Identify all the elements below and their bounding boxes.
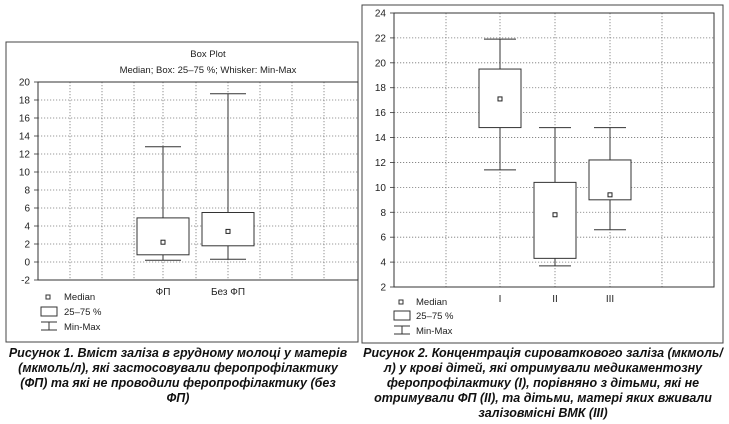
legend2-median-label: Median — [416, 297, 448, 308]
y-tick-label: 10 — [18, 167, 30, 179]
median-marker — [608, 193, 612, 197]
chart1-subtitle: Median; Box: 25–75 %; Whisker: Min-Max — [119, 65, 297, 76]
legend1-whisker-label: Min-Max — [64, 322, 101, 333]
y-tick-label: 16 — [18, 113, 30, 125]
figure2-caption: Рисунок 2. Концентрація сироваткового заліза (мкмоль/л) у крові дітей, які отримували медикаментозну феропрофілактику (I), порівняно з дітьми, які не отримували ФП (II), та дітьми, матері яких вживали залізовмісні ВМК (III) — [363, 346, 723, 420]
legend2-box-marker — [394, 311, 410, 320]
figure2-frame — [362, 5, 723, 343]
y-tick-label: 4 — [24, 221, 30, 233]
x-tick-label: III — [605, 294, 615, 305]
legend2-box-label: 25–75 % — [416, 311, 454, 322]
legend1-box-marker — [41, 307, 57, 316]
median-marker — [498, 97, 502, 101]
y-tick-label: 6 — [24, 203, 30, 215]
y-tick-label: 10 — [374, 182, 386, 194]
x-tick-label: I — [498, 294, 502, 305]
y-tick-label: 16 — [374, 108, 386, 120]
y-tick-label: -2 — [21, 275, 30, 287]
median-marker — [226, 229, 230, 233]
figure1-caption: Рисунок 1. Вміст заліза в грудному молоці у матерів (мкмоль/л), які застосовували феропрофілактику (ФП) та які не проводили феропрофілактику (без ФП) — [8, 346, 348, 405]
y-tick-label: 14 — [18, 131, 30, 143]
legend1-whisker-marker — [41, 322, 57, 330]
legend1-box-label: 25–75 % — [64, 307, 102, 318]
chart2-legend — [394, 297, 454, 337]
y-tick-label: 24 — [374, 8, 386, 20]
chart1-plot — [19, 78, 358, 299]
legend2-whisker-marker — [394, 326, 410, 334]
y-tick-label: 0 — [24, 257, 30, 269]
y-tick-label: 14 — [374, 133, 386, 145]
y-tick-label: 6 — [380, 232, 386, 244]
y-tick-label: 18 — [18, 95, 30, 107]
y-tick-label: 20 — [18, 77, 30, 89]
legend1-median-label: Median — [64, 292, 96, 303]
chart1-title: Box Plot — [190, 49, 226, 60]
y-tick-label: 22 — [374, 33, 386, 45]
y-tick-label: 2 — [380, 282, 386, 294]
plot-area — [38, 82, 358, 280]
x-tick-label: Без ФП — [210, 287, 246, 298]
y-tick-label: 8 — [24, 185, 30, 197]
chart2-plot — [375, 9, 714, 306]
box-iqr — [137, 218, 189, 255]
legend2-median-marker — [399, 300, 403, 304]
median-marker — [161, 240, 165, 244]
y-tick-label: 12 — [18, 149, 30, 161]
y-tick-label: 4 — [380, 257, 386, 269]
y-tick-label: 12 — [374, 157, 386, 169]
y-tick-label: 8 — [380, 207, 386, 219]
legend1-median-marker — [46, 295, 50, 299]
median-marker — [553, 213, 557, 217]
chart1-legend — [41, 292, 102, 333]
x-tick-label: II — [552, 294, 558, 305]
y-tick-label: 18 — [374, 83, 386, 95]
y-tick-label: 20 — [374, 58, 386, 70]
box-iqr — [534, 182, 576, 258]
figure1-frame — [6, 42, 358, 342]
y-tick-label: 2 — [24, 239, 30, 251]
legend2-whisker-label: Min-Max — [416, 326, 453, 337]
x-tick-label: ФП — [155, 287, 171, 298]
